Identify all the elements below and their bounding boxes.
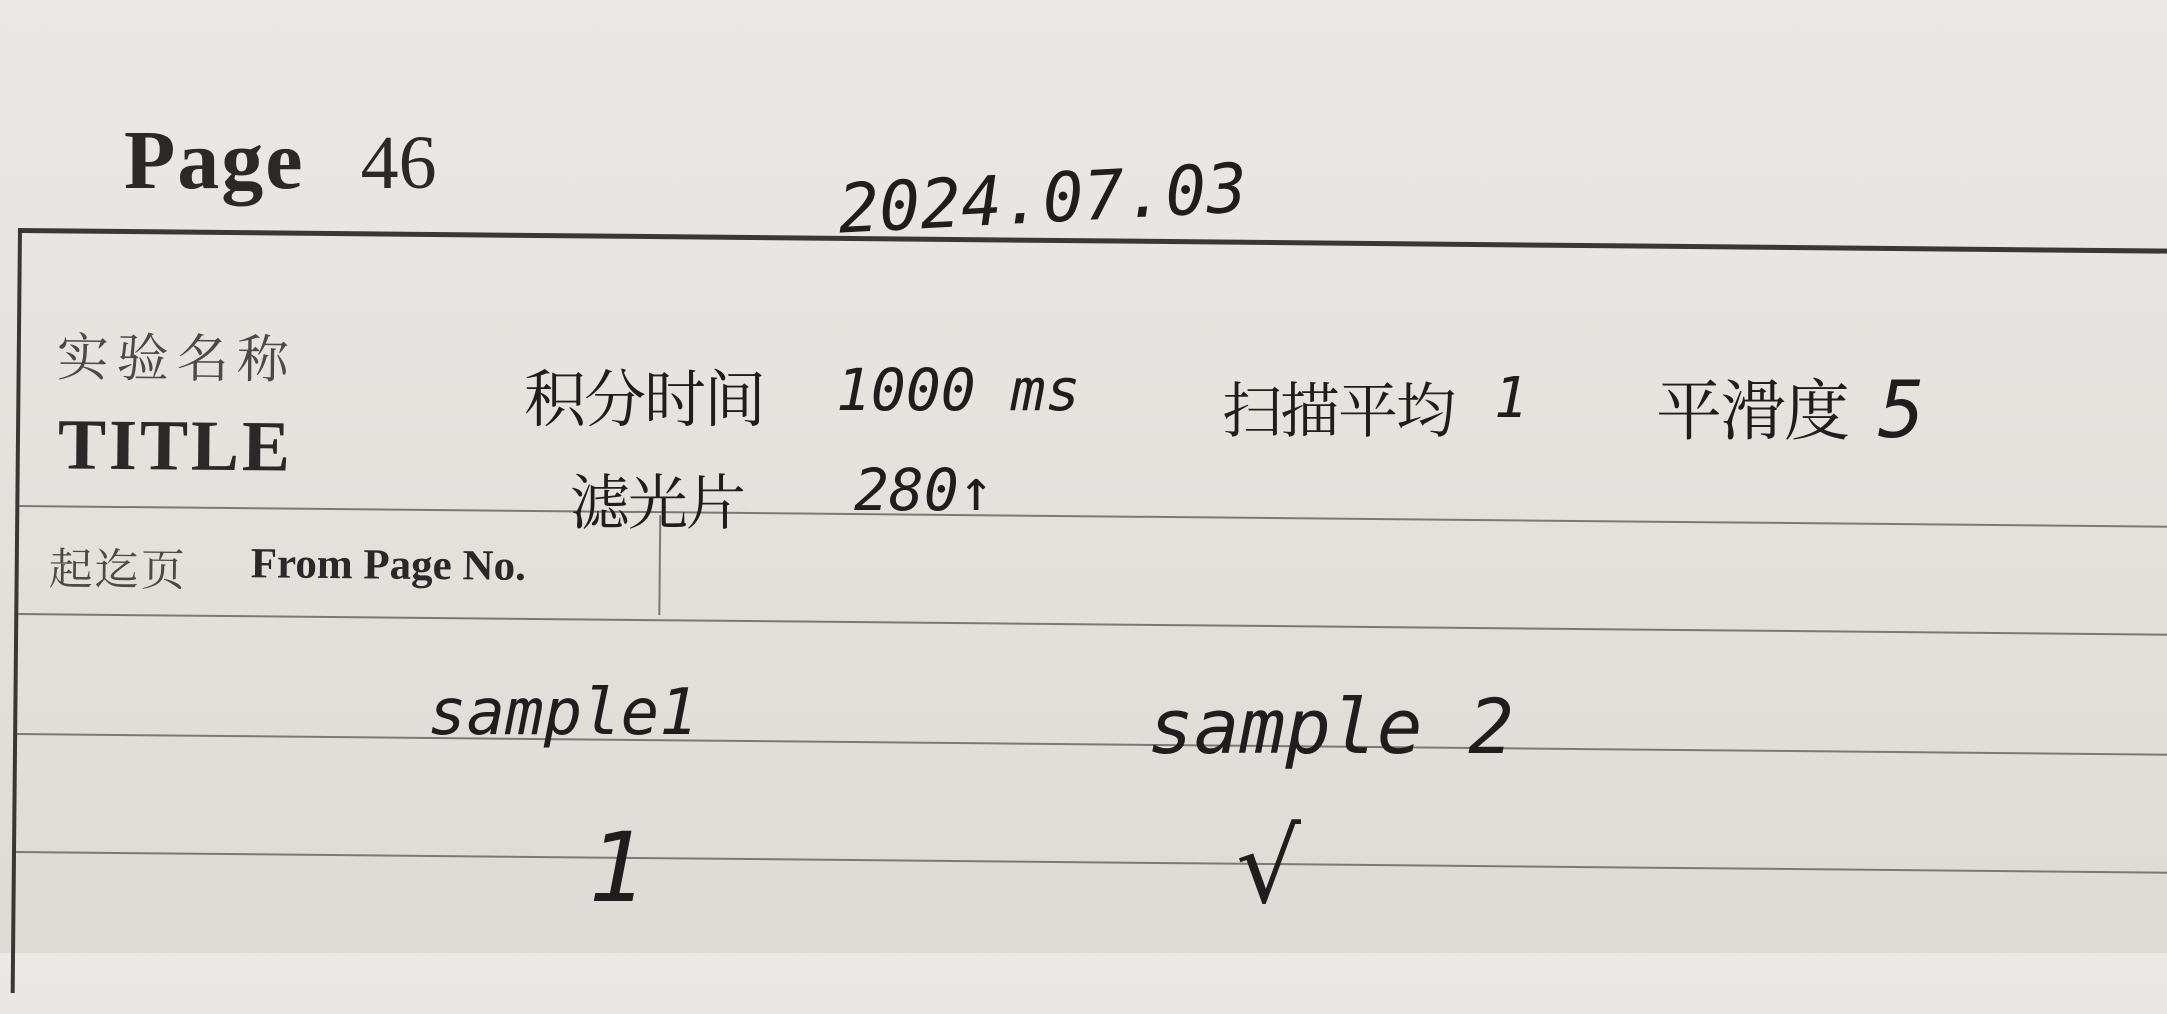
sample2-label: sample 2 <box>1148 682 1515 771</box>
page-number: 46 <box>360 121 437 205</box>
handwritten-date: 2024.07.03 <box>836 149 1250 250</box>
param-smoothness-label: 平滑度 <box>1656 373 1848 450</box>
from-page-label-en: From Page No. <box>250 540 527 590</box>
title-bottom-line <box>19 505 2167 528</box>
from-page-bottom-line <box>18 613 2167 636</box>
param-filter-value: 280↑ <box>854 456 994 524</box>
param-scan-average-label: 扫描平均 <box>1222 377 1454 447</box>
param-smoothness-value: 5 <box>1878 366 1925 456</box>
from-page-label-cn: 起迄页 <box>48 544 187 597</box>
ruled-line-2 <box>16 851 2167 874</box>
param-filter-label: 滤光片 <box>570 469 744 539</box>
form-frame <box>11 228 2167 1014</box>
page-header <box>124 112 437 209</box>
title-label-cn: 实验名称 <box>56 328 298 391</box>
ruled-line-1 <box>17 733 2167 756</box>
param-integration-time-label: 积分时间 <box>524 363 765 436</box>
param-integration-time-value: 1000 ms <box>836 356 1081 424</box>
title-label-en: TITLE <box>57 404 294 487</box>
sample1-result: 1 <box>588 812 646 924</box>
page-label: Page <box>124 114 305 207</box>
sample2-check-mark: √ <box>1236 808 1301 927</box>
sample1-label: sample1 <box>428 676 698 750</box>
param-scan-average-value: 1 <box>1494 366 1528 431</box>
